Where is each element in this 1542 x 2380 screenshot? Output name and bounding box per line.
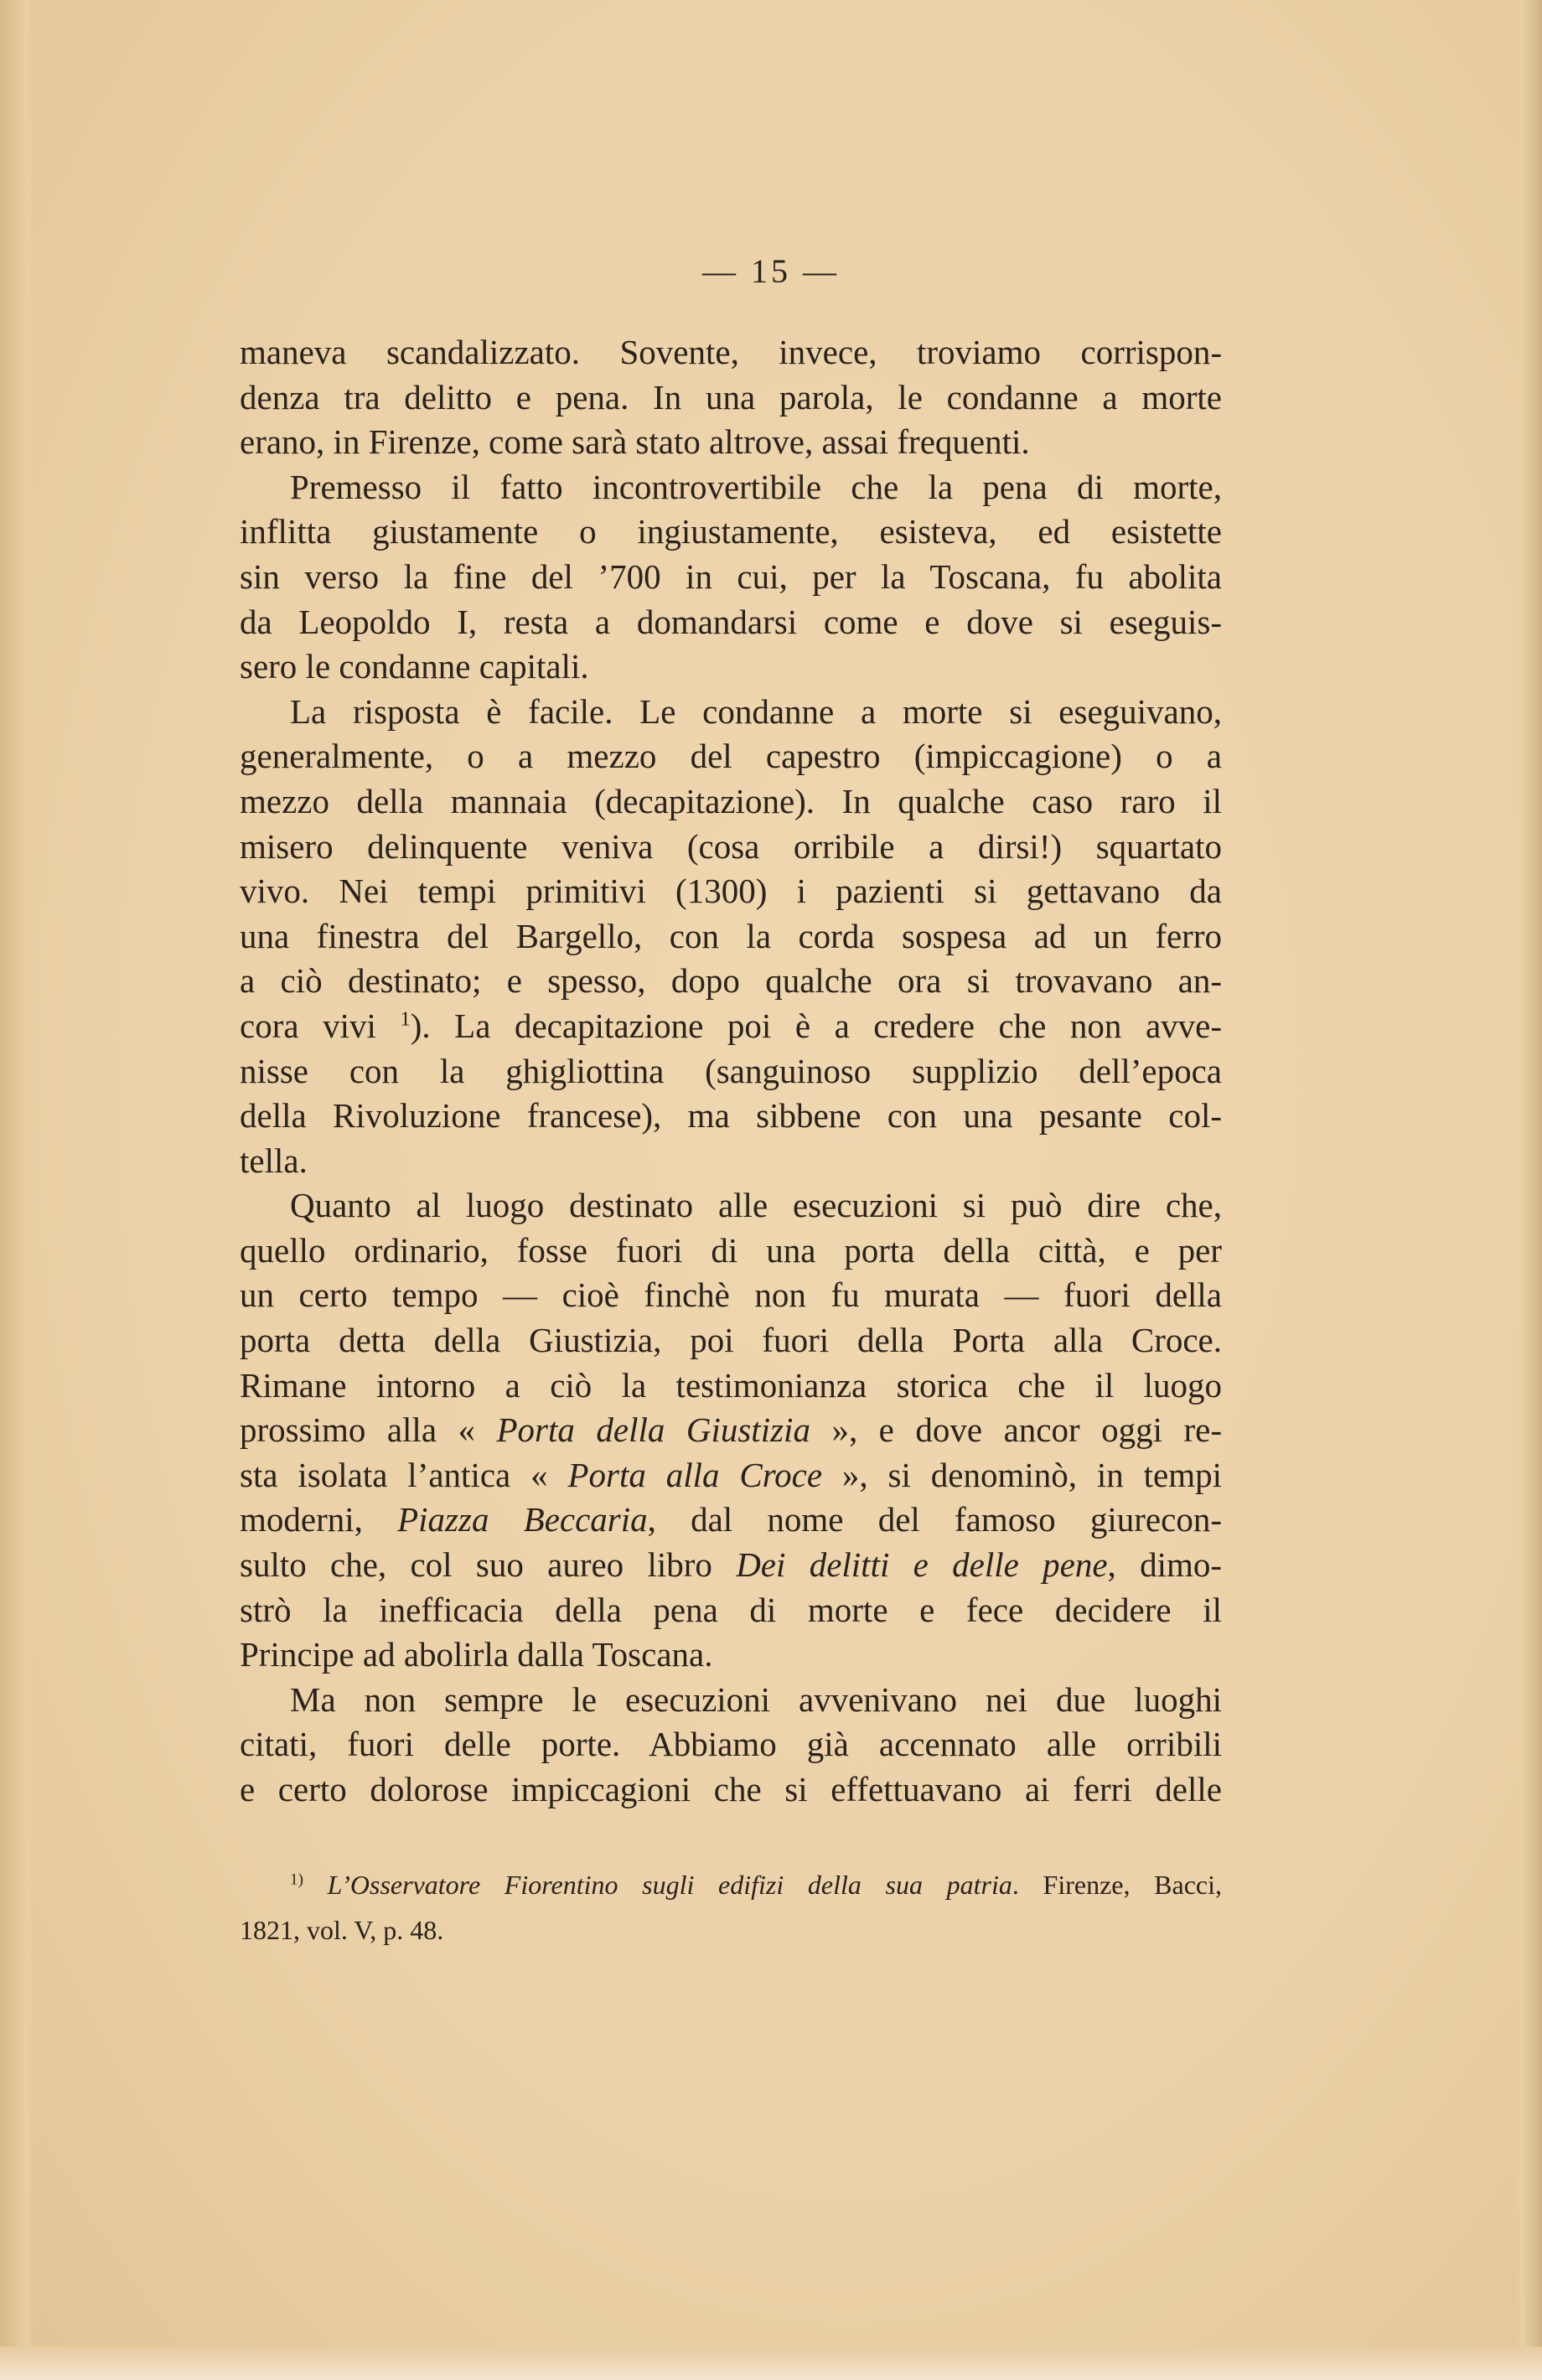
italic-text: Dei delitti e delle pene — [736, 1545, 1108, 1585]
text-run: inflitta giustamente o ingiustamente, esisteva, ed esistette — [240, 512, 1222, 551]
text-run: maneva scandalizzato. Sovente, invece, troviamo corrispon- — [240, 333, 1222, 371]
text-run: sero le condanne capitali. — [240, 647, 589, 686]
text-run: citati, fuori delle porte. Abbiamo già accennato alle orribili — [240, 1725, 1222, 1764]
text-run: a ciò destinato; e spesso, dopo qualche ora si trovavano an- — [240, 961, 1222, 1001]
text-line — [240, 330, 1222, 375]
text-line — [240, 465, 1222, 510]
text-line — [240, 779, 1222, 825]
text-line — [240, 1049, 1222, 1094]
text-line — [240, 1767, 1222, 1813]
text-run: , dimo- — [1107, 1545, 1222, 1585]
text-run: Quanto al luogo destinato alle esecuzioni si può dire che, — [290, 1186, 1222, 1225]
text-run: strò la inefficacia della pena di morte e fece decidere il — [240, 1590, 1222, 1629]
page-number: — 15 — — [702, 252, 840, 290]
text-run: della Rivoluzione francese), ma sibbene con una pesante col- — [240, 1096, 1222, 1136]
footnote-marker: 1 — [400, 1007, 411, 1031]
text-run: una finestra del Bargello, con la corda sospesa ad un ferro — [240, 916, 1222, 955]
text-run: Principe ad abolirla dalla Toscana. — [240, 1635, 713, 1674]
text-line — [240, 555, 1222, 600]
italic-text: Porta della Giustizia — [496, 1410, 810, 1450]
italic-text: Porta alla Croce — [567, 1455, 823, 1494]
text-run: porta detta della Giustizia, poi fuori della Porta alla Croce. — [240, 1321, 1222, 1360]
text-run: Ma non sempre le esecuzioni avvenivano nei due luoghi — [290, 1679, 1222, 1719]
footnote-line — [240, 1862, 1222, 1907]
text-run: un certo tempo — cioè finchè non fu murata — fuori della — [240, 1275, 1222, 1315]
text-line — [240, 959, 1222, 1004]
text-run: sin verso la fine del ’700 in cui, per la Toscana, fu abolita — [240, 556, 1222, 596]
text-line — [240, 1139, 1222, 1184]
text-run: erano, in Firenze, come sarà stato altrove, assai frequenti. — [240, 422, 1030, 462]
text-run: », si denominò, in tempi — [822, 1455, 1222, 1494]
body-text — [240, 330, 1222, 1813]
text-line — [240, 1229, 1222, 1274]
text-run: », e dove ancor oggi re- — [810, 1410, 1222, 1450]
text-run: misero delinquente veniva (cosa orribile a dirsi!) squartato — [240, 826, 1222, 866]
text-line — [240, 1588, 1222, 1633]
text-line — [240, 1363, 1222, 1409]
text-run: vivo. Nei tempi primitivi (1300) i pazienti si gettavano da — [240, 872, 1222, 911]
text-run: . Firenze, Bacci, — [1012, 1870, 1222, 1900]
text-run: Rimane intorno a ciò la testimonianza storica che il luogo — [240, 1365, 1222, 1405]
text-run: moderni, — [240, 1500, 398, 1539]
text-run: Premesso il fatto incontrovertibile che la pena di morte, — [290, 467, 1222, 506]
text-line — [240, 1004, 1222, 1049]
text-line — [240, 510, 1222, 555]
text-line — [240, 869, 1222, 914]
text-line — [240, 420, 1222, 465]
text-run: generalmente, o a mezzo del capestro (impiccagione) o a — [240, 737, 1222, 776]
text-run: nisse con la ghigliottina (sanguinoso supplizio dell’epoca — [240, 1051, 1222, 1090]
text-line — [240, 1678, 1222, 1723]
footnote-line — [240, 1907, 1222, 1953]
text-run: da Leopoldo I, resta a domandarsi come e dove si eseguis- — [240, 602, 1222, 641]
text-line — [240, 1318, 1222, 1363]
text-run — [303, 1870, 328, 1900]
text-run: La risposta è facile. Le condanne a morte si eseguivano, — [290, 691, 1222, 731]
italic-text: L’Osservatore Fiorentino sugli edifizi della sua patria — [327, 1870, 1012, 1900]
text-run: quello ordinario, fosse fuori di una porta della città, e per — [240, 1230, 1222, 1270]
page-edge-right — [1517, 0, 1542, 2380]
footnote — [240, 1862, 1222, 1953]
italic-text: Piazza Beccaria — [397, 1500, 648, 1539]
text-line — [240, 690, 1222, 735]
text-line — [240, 914, 1222, 960]
page-edge-left — [0, 0, 34, 2380]
text-run: , dal nome del famoso giurecon- — [647, 1500, 1222, 1539]
text-line — [240, 600, 1222, 645]
text-run: cora vivi — [240, 1006, 401, 1045]
text-line — [240, 1498, 1222, 1543]
text-line — [240, 1543, 1222, 1588]
text-line — [240, 734, 1222, 779]
text-run: 1821, vol. V, p. 48. — [240, 1915, 444, 1945]
text-line — [240, 1632, 1222, 1678]
text-line — [240, 1408, 1222, 1453]
text-run: ). La decapitazione poi è a credere che non avve- — [410, 1006, 1222, 1045]
text-run: tella. — [240, 1141, 308, 1180]
text-run: prossimo alla « — [240, 1410, 497, 1450]
text-line — [240, 1722, 1222, 1767]
text-line — [240, 1453, 1222, 1498]
footnote-marker: 1) — [290, 1870, 303, 1889]
text-run: mezzo della mannaia (decapitazione). In qualche caso raro il — [240, 781, 1222, 820]
text-run: e certo dolorose impiccagioni che si effettuavano ai ferri delle — [240, 1770, 1222, 1808]
text-line — [240, 1183, 1222, 1229]
text-line — [240, 644, 1222, 690]
text-line — [240, 1273, 1222, 1318]
text-run: sta isolata l’antica « — [240, 1455, 568, 1494]
text-line — [240, 825, 1222, 870]
page-edge-bottom — [0, 2346, 1542, 2380]
text-run: sulto che, col suo aureo libro — [240, 1545, 737, 1585]
text-line — [240, 1094, 1222, 1139]
text-run: denza tra delitto e pena. In una parola, le condanne a morte — [240, 377, 1222, 416]
text-line — [240, 375, 1222, 421]
